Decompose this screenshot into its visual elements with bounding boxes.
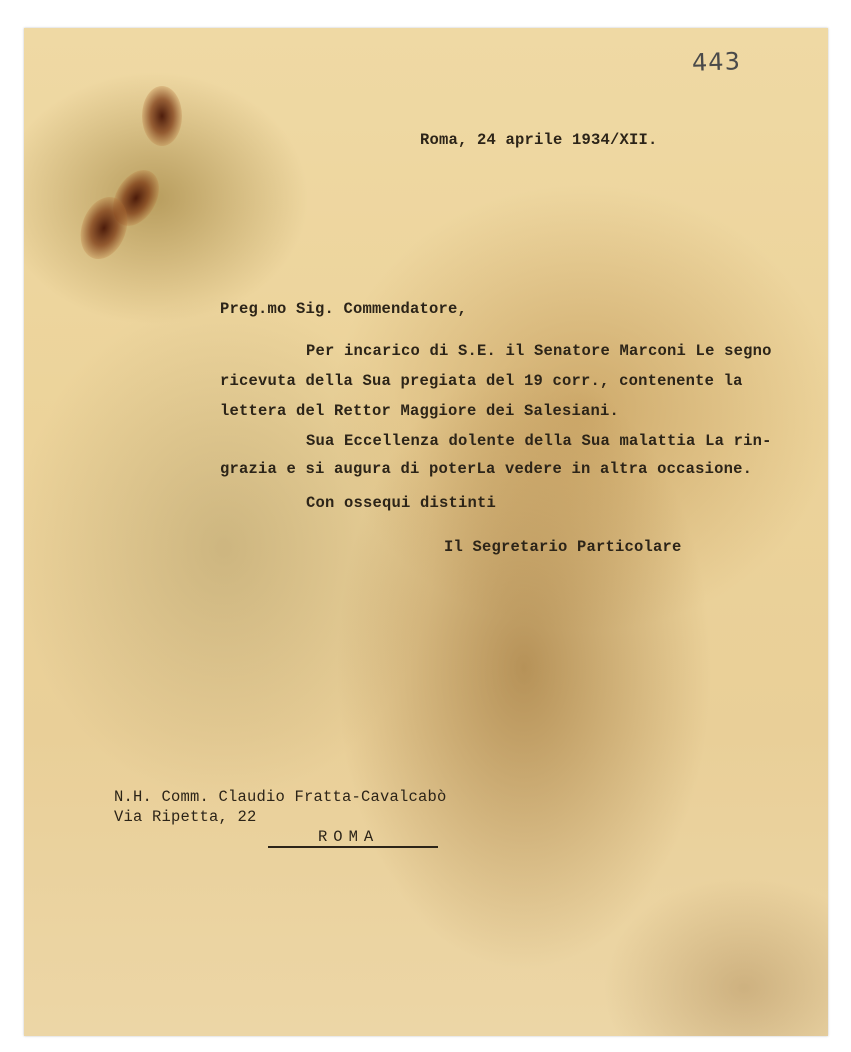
signature-title: Il Segretario Particolare [444, 538, 682, 556]
letter-page [24, 28, 828, 1036]
body-line: grazia e si augura di poterLa vedere in altra occasione. [220, 460, 753, 478]
body-line: ricevuta della Sua pregiata del 19 corr., contenente la [220, 372, 743, 390]
body-line: lettera del Rettor Maggiore dei Salesiani. [220, 402, 620, 420]
body-line: Per incarico di S.E. il Senatore Marconi Le segno [306, 342, 772, 360]
closing: Con ossequi distinti [306, 494, 497, 512]
city-underline [268, 846, 438, 848]
place-and-date: Roma, 24 aprile 1934/XII. [420, 131, 658, 149]
recipient-name: N.H. Comm. Claudio Fratta-Cavalcabò [114, 788, 447, 806]
body-line: Sua Eccellenza dolente della Sua malattia La rin- [306, 432, 772, 450]
burn-mark [142, 86, 182, 146]
recipient-street: Via Ripetta, 22 [114, 808, 257, 826]
recipient-city: ROMA [318, 828, 380, 846]
archive-number: 443 [691, 47, 742, 77]
salutation: Preg.mo Sig. Commendatore, [220, 300, 468, 318]
